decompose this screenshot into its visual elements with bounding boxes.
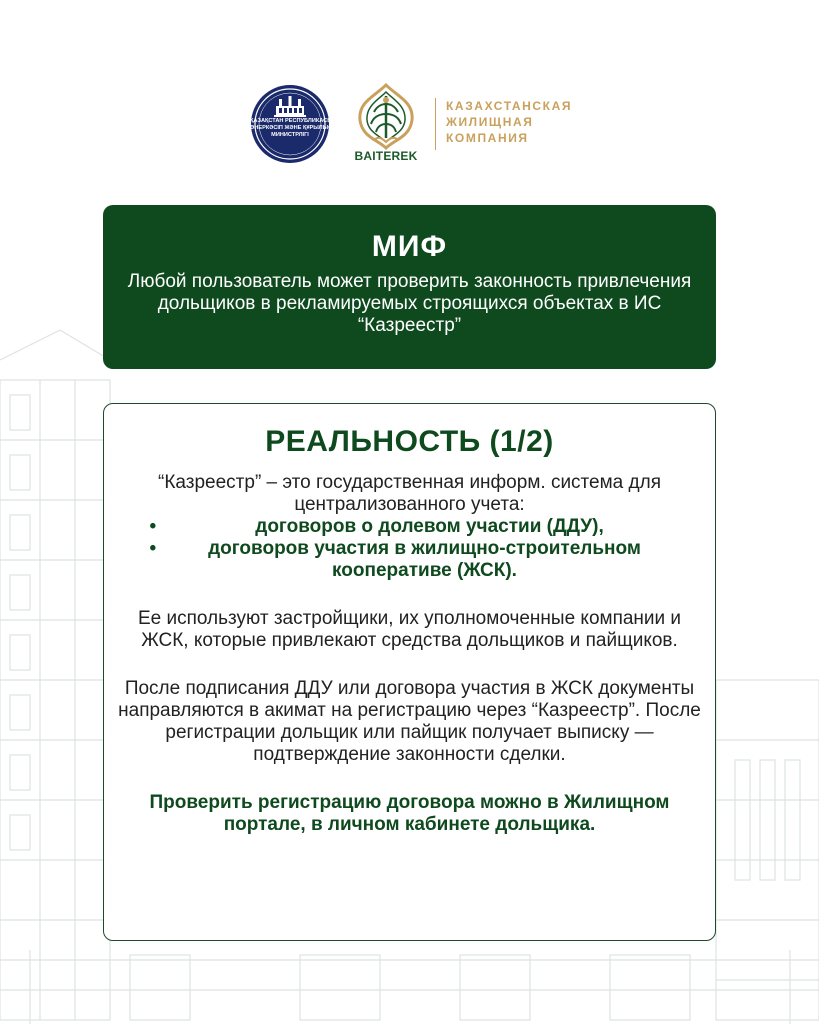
company-name-line-3: КОМПАНИЯ <box>446 131 529 145</box>
reality-paragraph-registration: После подписания ДДУ или договора участия в ЖСК документы направляются в акимат на регистрацию через “Казреестр”. После регистрации дольщик или пайщик получает выписку — подтверждение законности сделки. <box>118 678 701 765</box>
baiterek-logo-text: BAITEREK <box>354 149 418 163</box>
ministry-line-2: ӨНЕРКӘСІП ЖӘНЕ ҚҰРЫЛЫС <box>250 125 333 131</box>
ministry-logo-text <box>250 118 333 139</box>
ministry-line-1: ҚАЗАҚСТАН РЕСПУБЛИКАСЫ <box>250 118 333 124</box>
company-name <box>446 98 572 146</box>
list-item-text: договоров участия в жилищно-строительном кооперативе (ЖСК). <box>208 538 641 581</box>
myth-title: МИФ <box>371 230 448 263</box>
ministry-line-3: МИНИСТРЛІГІ <box>271 132 309 138</box>
reality-card <box>103 403 716 941</box>
baiterek-logo-icon <box>350 82 422 152</box>
company-name-line-1: КАЗАХСТАНСКАЯ <box>446 99 573 113</box>
logo-divider <box>435 98 436 150</box>
reality-title: РЕАЛЬНОСТЬ (1/2) <box>265 425 554 458</box>
registry-items-list <box>120 516 700 582</box>
list-item <box>120 538 700 582</box>
list-item <box>120 516 700 538</box>
bullet-icon: • <box>149 538 157 559</box>
company-name-line-2: ЖИЛИЩНАЯ <box>446 115 534 129</box>
bullet-icon: • <box>149 516 157 537</box>
reality-intro: “Казреестр” – это государственная информ. система для централизованного учета: <box>158 472 661 515</box>
header-logos <box>250 82 573 167</box>
reality-call-to-action: Проверить регистрацию договора можно в Жилищном портале, в личном кабинете дольщика. <box>149 792 670 835</box>
list-item-text: договоров о долевом участии (ДДУ), <box>255 516 604 537</box>
myth-text: Любой пользователь может проверить законность привлечения дольщиков в рекламируемых строящихся объектах в ИС “Казреестр” <box>127 271 692 336</box>
myth-card <box>103 205 716 369</box>
reality-paragraph-users: Ее используют застройщики, их уполномоченные компании и ЖСК, которые привлекают средства дольщиков и пайщиков. <box>137 608 682 651</box>
